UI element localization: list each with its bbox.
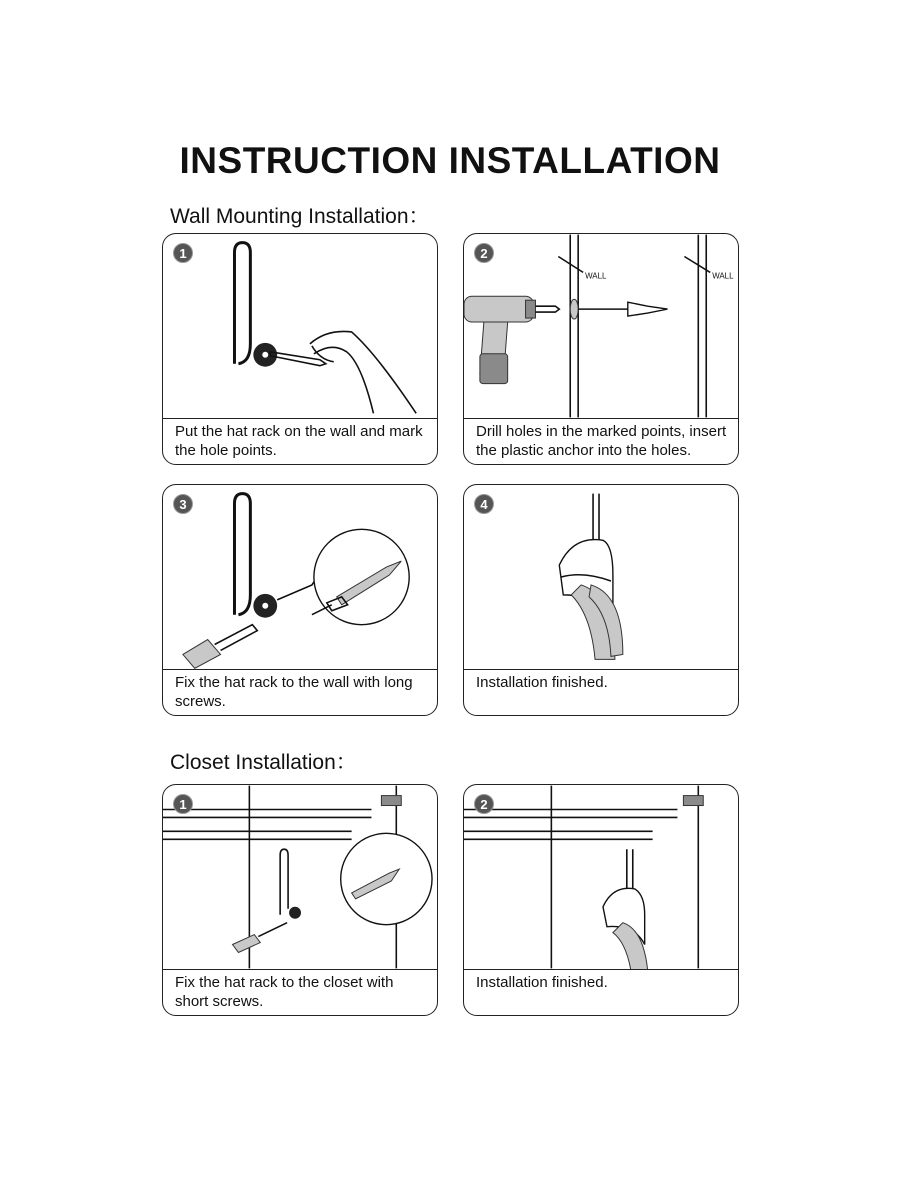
page-title: INSTRUCTION INSTALLATION [179, 140, 721, 181]
step-caption: Installation finished. [476, 974, 608, 991]
wall-section-label: Wall Mounting Installation： [170, 205, 430, 228]
step-number-badge: 1 [173, 243, 193, 263]
screw-fixing-illustration [163, 485, 437, 669]
step-caption: Fix the hat rack to the wall with long screws. [175, 674, 413, 710]
drill-holes-illustration [464, 234, 738, 418]
wall-step-4-card [463, 484, 739, 716]
step-caption: Installation finished. [476, 674, 608, 691]
step-number-badge: 3 [173, 494, 193, 514]
divider [163, 969, 437, 970]
mark-holes-illustration [163, 234, 437, 418]
step-caption: Put the hat rack on the wall and mark the hole points. [175, 423, 423, 459]
wall-label: WALL [712, 271, 734, 281]
closet-finished-illustration [464, 785, 738, 969]
step-number-badge: 4 [474, 494, 494, 514]
closet-step-2-card [463, 784, 739, 1016]
closet-step-1-card [162, 784, 438, 1016]
divider [464, 969, 738, 970]
step-caption: Fix the hat rack to the closet with short screws. [175, 974, 394, 1010]
wall-step-2-card [463, 233, 739, 465]
divider [163, 669, 437, 670]
closet-section-label: Closet Installation： [170, 751, 357, 774]
wall-step-1-card [162, 233, 438, 465]
step-number-badge: 1 [173, 794, 193, 814]
wall-label: WALL [585, 271, 607, 281]
finished-hat-rack-illustration [464, 485, 738, 669]
closet-screw-illustration [163, 785, 437, 969]
step-number-badge: 2 [474, 794, 494, 814]
step-number-badge: 2 [474, 243, 494, 263]
divider [464, 418, 738, 419]
wall-step-3-card [162, 484, 438, 716]
step-caption: Drill holes in the marked points, insert the plastic anchor into the holes. [476, 423, 727, 459]
divider [163, 418, 437, 419]
divider [464, 669, 738, 670]
